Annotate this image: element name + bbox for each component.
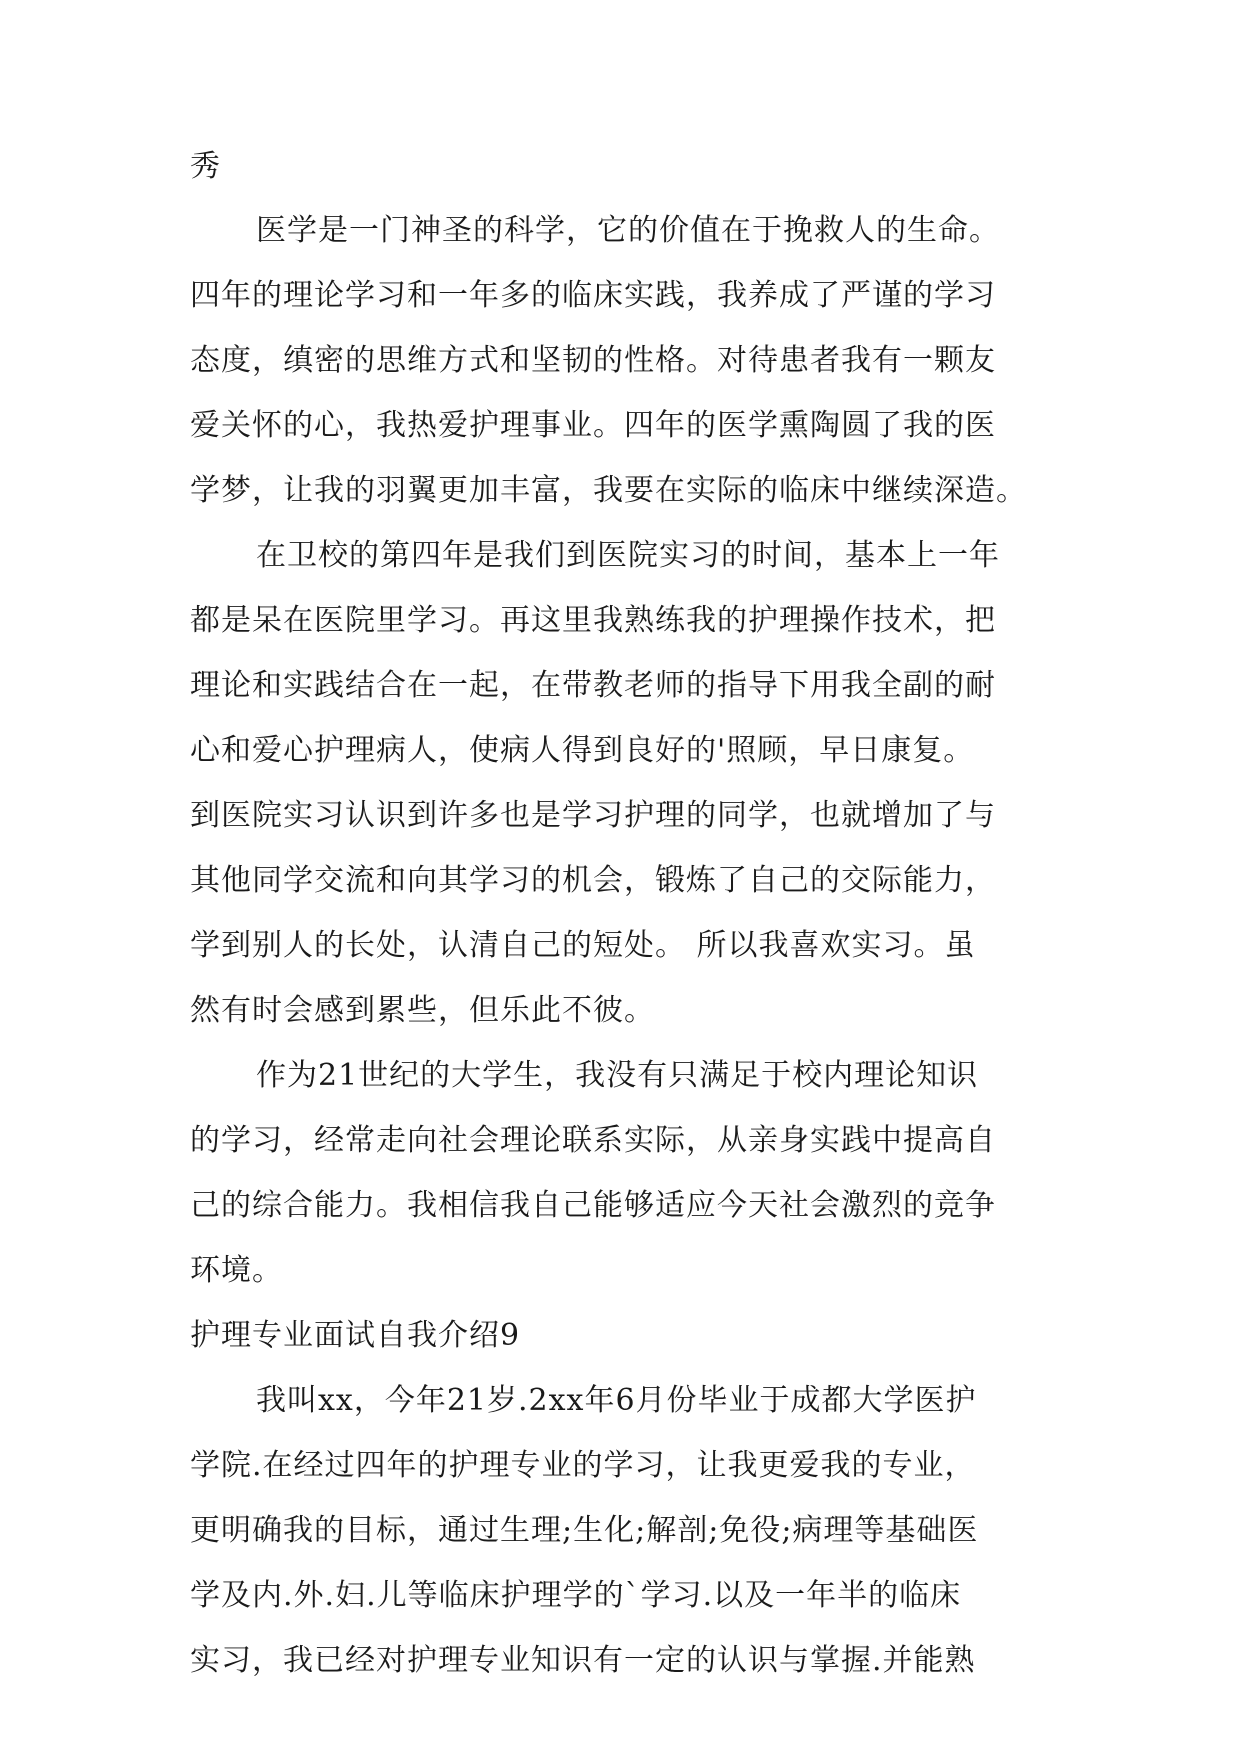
text-line: 心和爱心护理病人，使病人得到良好的'照顾，早日康复。 bbox=[190, 733, 975, 768]
text-line: 秀 bbox=[190, 149, 221, 184]
text-line: 爱关怀的心，我热爱护理事业。四年的医学熏陶圆了我的医 bbox=[190, 408, 996, 443]
text-line: 都是呆在医院里学习。再这里我熟练我的护理操作技术，把 bbox=[190, 603, 996, 638]
text-line: 学梦，让我的羽翼更加丰富，我要在实际的临床中继续深造。 bbox=[190, 473, 1027, 508]
text-line: 己的综合能力。我相信我自己能够适应今天社会激烈的竞争 bbox=[190, 1188, 996, 1223]
text-line: 更明确我的目标，通过生理;生化;解剖;免役;病理等基础医 bbox=[190, 1513, 979, 1548]
text-line: 作为21世纪的大学生，我没有只满足于校内理论知识 bbox=[256, 1058, 979, 1093]
text-line: 态度，缜密的思维方式和坚韧的性格。对待患者我有一颗友 bbox=[190, 343, 996, 378]
text-line: 环境。 bbox=[190, 1253, 283, 1288]
text-line: 学院.在经过四年的护理专业的学习，让我更爱我的专业， bbox=[190, 1448, 976, 1483]
text-line: 在卫校的第四年是我们到医院实习的时间，基本上一年 bbox=[256, 538, 1000, 573]
text-line: 实习，我已经对护理专业知识有一定的认识与掌握.并能熟 bbox=[190, 1643, 976, 1678]
text-line: 我叫xx，今年21岁.2xx年6月份毕业于成都大学医护 bbox=[256, 1383, 977, 1418]
text-line: 学到别人的长处，认清自己的短处。 所以我喜欢实习。虽 bbox=[190, 928, 976, 963]
text-line: 四年的理论学习和一年多的临床实践，我养成了严谨的学习 bbox=[190, 278, 996, 313]
text-line: 医学是一门神圣的科学，它的价值在于挽救人的生命。 bbox=[256, 213, 1000, 248]
text-line: 学及内.外.妇.儿等临床护理学的`学习.以及一年半的临床 bbox=[190, 1578, 962, 1613]
text-line: 到医院实习认识到许多也是学习护理的同学，也就增加了与 bbox=[190, 798, 996, 833]
text-line: 的学习，经常走向社会理论联系实际，从亲身实践中提高自 bbox=[190, 1123, 996, 1158]
text-line: 理论和实践结合在一起，在带教老师的指导下用我全副的耐 bbox=[190, 668, 996, 703]
text-line: 其他同学交流和向其学习的机会，锻炼了自己的交际能力， bbox=[190, 863, 996, 898]
text-line: 然有时会感到累些，但乐此不彼。 bbox=[190, 993, 655, 1028]
section-heading: 护理专业面试自我介绍9 bbox=[190, 1318, 521, 1353]
